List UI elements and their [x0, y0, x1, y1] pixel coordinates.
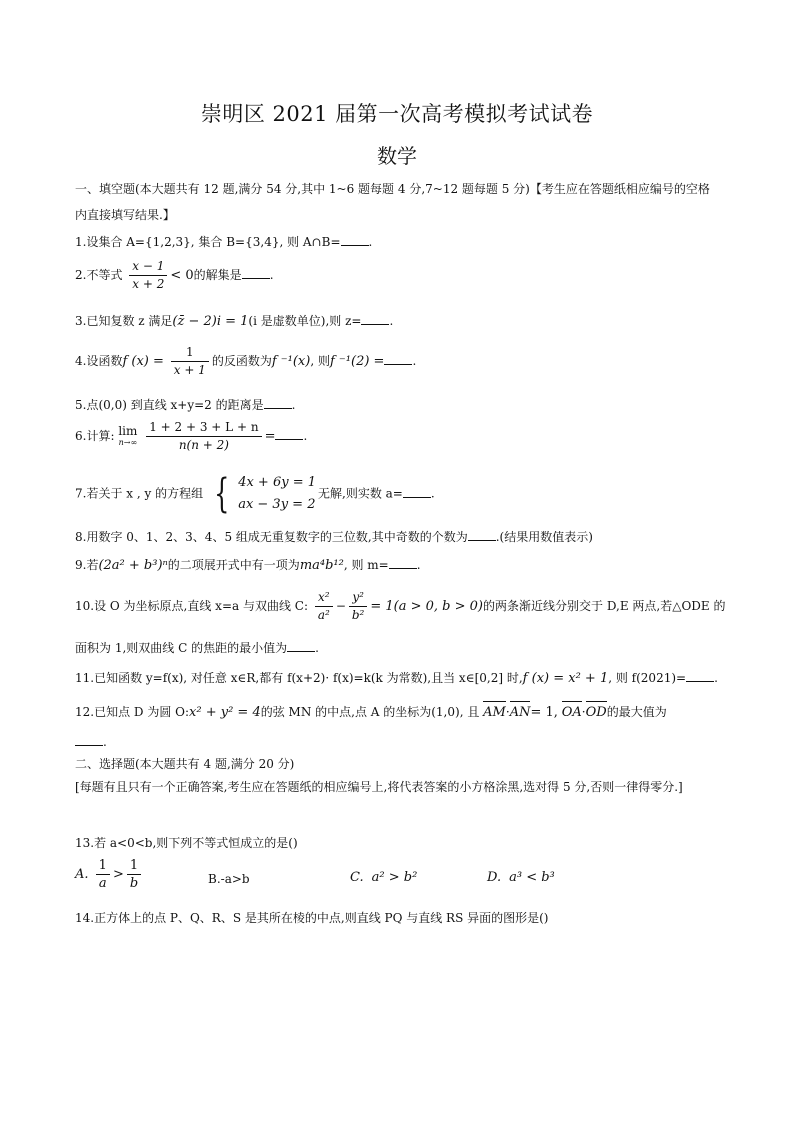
question-6	[75, 420, 720, 453]
fraction-numerator: y²	[349, 590, 368, 607]
question-1-text: 1.设集合 A={1,2,3}, 集合 B={3,4}, 则 A∩B=	[75, 235, 341, 249]
section2-heading: 二、选择题(本大题共有 4 题,满分 20 分)	[75, 757, 295, 771]
vector-od: OD	[585, 705, 607, 720]
question-7	[75, 472, 720, 516]
question-9-suffix: , 则 m=	[343, 558, 389, 572]
option-a-fraction-1	[96, 858, 110, 891]
question-10	[75, 590, 726, 623]
question-4-prefix: 4.设函数	[75, 354, 123, 368]
exam-title: 崇明区 2021 届第一次高考模拟考试试卷	[200, 102, 594, 126]
option-c-expression: a² > b²	[371, 870, 418, 885]
question-6-fraction	[146, 420, 261, 453]
question-1	[75, 233, 720, 251]
question-2	[75, 259, 720, 292]
fraction-denominator: b	[129, 876, 139, 891]
question-9	[75, 556, 720, 575]
fraction-denominator: b²	[351, 608, 365, 622]
question-12-circle: x² + y² = 4	[189, 705, 261, 720]
option-d-expression: a³ < b³	[509, 870, 555, 885]
question-4-end: .	[412, 354, 417, 368]
question-6-equals: =	[264, 429, 276, 444]
fraction-numerator: 1	[96, 858, 110, 875]
question-11-end: .	[714, 671, 718, 685]
question-10-suffix: 的两条渐近线分别交于 D,E 两点,若△ODE 的	[483, 599, 726, 613]
question-3-prefix: 3.已知复数 z 满足	[75, 314, 173, 328]
question-12-equals: = 1,	[530, 705, 558, 720]
equation-list	[238, 472, 316, 516]
question-4-fraction	[171, 345, 209, 378]
question-12	[75, 703, 720, 722]
answer-blank[interactable]	[287, 639, 315, 652]
question-3	[75, 312, 720, 331]
dot-operator: ·	[505, 705, 510, 719]
option-d-label: D.	[487, 870, 502, 885]
question-5-end: .	[291, 398, 296, 412]
question-2-prefix: 2.不等式	[75, 268, 123, 282]
question-4-inverse: f ⁻¹(x)	[271, 354, 311, 369]
fraction-numerator: x²	[315, 590, 333, 607]
fraction-denominator: n(n + 2)	[178, 438, 229, 452]
question-8-text: 8.用数字 0、1、2、3、4、5 组成无重复数字的三位数,其中奇数的个数为	[75, 530, 468, 544]
question-13-stem: 13.若 a<0<b,则下列不等式恒成立的是()	[75, 836, 298, 850]
question-11-prefix: 11.已知函数 y=f(x), 对任意 x∈R,都有 f(x+2)· f(x)=k(k 为常数),且当 x∈[0,2] 时,	[75, 671, 523, 685]
question-6-end: .	[303, 429, 308, 443]
question-11	[75, 669, 720, 688]
section2-note: [每题有且只有一个正确答案,考生应在答题纸的相应编号上,将代表答案的小方格涂黑,选对得 5 分,否则一律得零分.]	[75, 780, 683, 794]
left-brace: {	[213, 471, 230, 517]
option-c-label: C.	[350, 870, 364, 885]
answer-blank[interactable]	[468, 528, 496, 541]
answer-blank[interactable]	[341, 233, 369, 246]
answer-blank[interactable]	[389, 556, 417, 569]
fraction-denominator: x + 1	[173, 363, 206, 377]
exam-subject: 数学	[377, 144, 417, 168]
question-1-end: .	[368, 235, 373, 249]
question-4-mid: 的反函数为	[211, 354, 272, 368]
question-2-suffix: 的解集是	[193, 268, 242, 282]
question-12-end: .	[103, 735, 107, 749]
question-3-equation: (z̄ − 2)i = 1	[172, 314, 249, 329]
option-d[interactable]	[487, 870, 555, 885]
question-10-fraction-x	[315, 590, 333, 623]
question-4	[75, 345, 720, 378]
limit-operator	[118, 425, 137, 449]
question-2-relation: < 0	[170, 268, 194, 283]
question-4-inverse-value: f ⁻¹(2) =	[329, 354, 385, 369]
section1-heading-line2: 内直接填写结果.】	[75, 208, 175, 222]
answer-blank[interactable]	[242, 266, 270, 279]
question-12-mid: 的弦 MN 的中点,点 A 的坐标为(1,0), 且	[260, 705, 480, 719]
option-a-fraction-2	[127, 858, 141, 891]
question-5-text: 5.点(0,0) 到直线 x+y=2 的距离是	[75, 398, 264, 412]
question-10-prefix: 10.设 O 为坐标原点,直线 x=a 与双曲线 C:	[75, 599, 309, 613]
question-8-end: .(结果用数值表示)	[495, 530, 593, 544]
answer-blank[interactable]	[384, 352, 412, 365]
vector-am: AM	[483, 705, 506, 720]
equation-1: 4x + 6y = 1	[238, 475, 316, 490]
question-11-function: f (x) = x² + 1	[522, 671, 609, 686]
equation-system	[209, 472, 316, 516]
question-14-stem: 14.正方体上的点 P、Q、R、S 是其所在棱的中点,则直线 PQ 与直线 RS 异面的图形是()	[75, 911, 549, 925]
question-7-end: .	[430, 486, 435, 501]
minus-sign: −	[335, 599, 346, 613]
dot-operator: ·	[581, 705, 586, 719]
answer-blank[interactable]	[75, 733, 103, 746]
question-11-suffix: , 则 f(2021)=	[608, 671, 687, 685]
fraction-numerator: x − 1	[129, 259, 167, 276]
question-9-binomial: (2a² + b³)ⁿ	[98, 558, 168, 573]
fraction-denominator: a²	[317, 608, 330, 622]
answer-blank[interactable]	[361, 312, 389, 325]
option-c[interactable]	[350, 870, 417, 885]
answer-blank[interactable]	[403, 485, 431, 498]
question-10-fraction-y	[349, 590, 368, 623]
question-9-mid: 的二项展开式中有一项为	[167, 558, 300, 572]
question-9-prefix: 9.若	[75, 558, 99, 572]
section1-heading-line1: 一、填空题(本大题共有 12 题,满分 54 分,其中 1~6 题每题 4 分,7~12 题每题 5 分)【考生应在答题纸相应编号的空格	[75, 182, 710, 196]
limit-subscript: n→∞	[118, 437, 138, 447]
question-12-suffix: 的最大值为	[606, 705, 667, 719]
answer-blank[interactable]	[275, 427, 303, 440]
vector-an: AN	[509, 705, 531, 720]
question-4-function: f (x) =	[122, 354, 164, 369]
fraction-denominator: x + 2	[132, 277, 165, 291]
question-10-line2-text: 面积为 1,则双曲线 C 的焦距的最小值为	[75, 641, 288, 655]
question-9-end: .	[416, 558, 421, 572]
question-10-condition: = 1(a > 0, b > 0)	[370, 599, 484, 614]
question-12-line2	[75, 733, 720, 751]
question-4-mid2: , 则	[310, 354, 330, 368]
option-a-label: A.	[75, 867, 89, 882]
question-10-line2	[75, 639, 720, 657]
vector-oa: OA	[561, 705, 582, 720]
question-5	[75, 396, 720, 414]
question-8	[75, 528, 720, 546]
option-a[interactable]	[75, 858, 144, 891]
question-10-end: .	[315, 641, 319, 655]
question-12-prefix: 12.已知点 D 为圆 O:	[75, 705, 190, 719]
question-3-end: .	[389, 314, 394, 328]
limit-label: lim	[118, 423, 138, 438]
question-7-prefix: 7.若关于 x , y 的方程组	[75, 486, 204, 501]
question-6-prefix: 6.计算:	[75, 429, 115, 443]
question-3-mid: (i 是虚数单位),则 z=	[248, 314, 362, 328]
answer-blank[interactable]	[264, 396, 292, 409]
answer-blank[interactable]	[686, 669, 714, 682]
fraction-numerator: 1	[171, 345, 209, 362]
fraction-numerator: 1	[127, 858, 141, 875]
option-b[interactable]: B.-a>b	[208, 872, 250, 886]
question-2-end: .	[269, 268, 274, 282]
fraction-numerator: 1 + 2 + 3 + L + n	[146, 420, 261, 437]
question-7-suffix: 无解,则实数 a=	[318, 486, 403, 501]
equation-2: ax − 3y = 2	[238, 497, 316, 512]
option-a-relation: >	[112, 867, 124, 882]
fraction-denominator: a	[98, 876, 107, 891]
question-9-term: ma⁴b¹²	[299, 558, 344, 573]
question-2-fraction	[129, 259, 167, 292]
